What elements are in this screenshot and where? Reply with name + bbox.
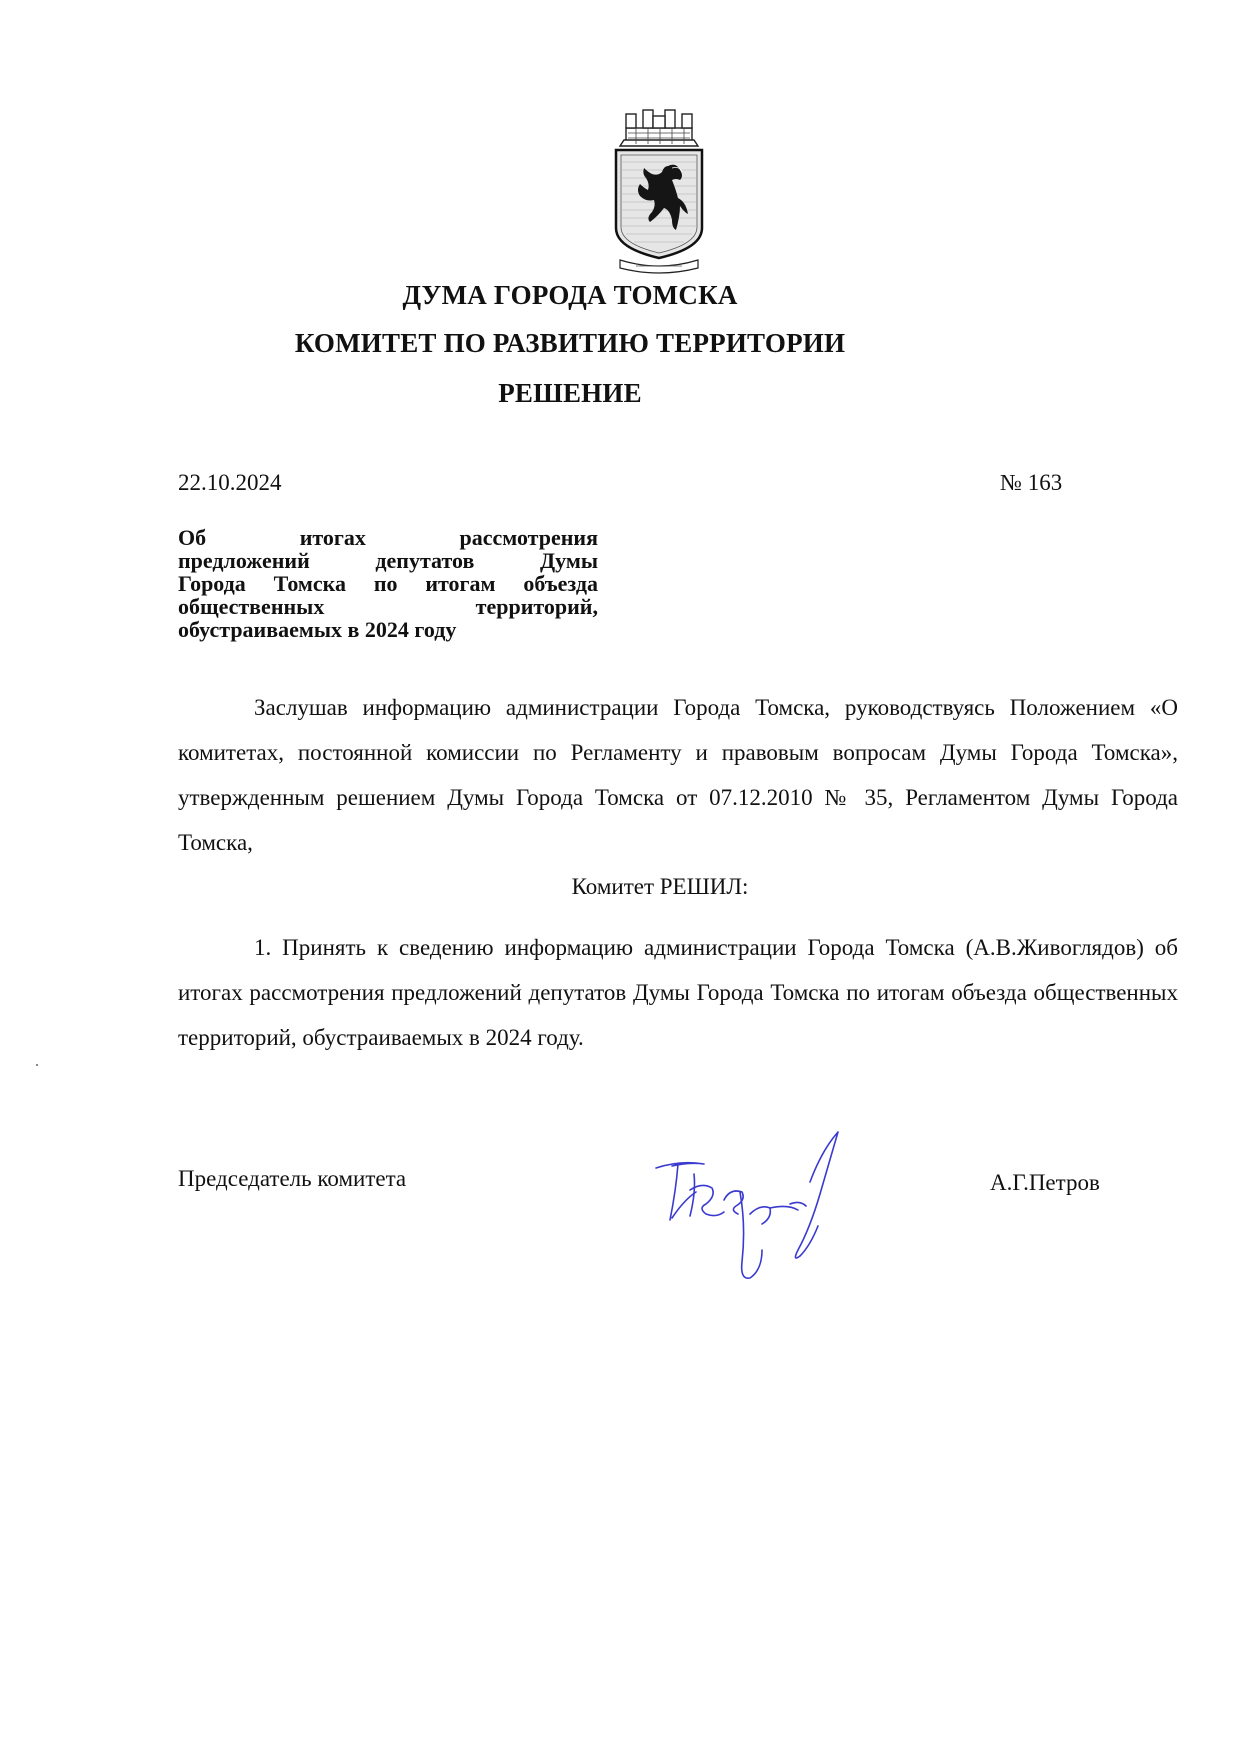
signatory-position: Председатель комитета xyxy=(178,1166,407,1191)
decision-item-1: 1. Принять к сведению информацию администрации Города Томска (А.В.Живоглядов) об итогах рассмотрения предложений депутатов Думы Города Томска по итогам объезда общественных территорий, обустраиваемых в 2024 году. xyxy=(178,935,1178,1050)
subject-line: предложений депутатов Думы xyxy=(178,548,598,573)
document-type-title: РЕШЕНИЕ xyxy=(498,378,642,408)
signatory-name: А.Г.Петров xyxy=(990,1170,1100,1195)
committee-decided-heading: Комитет РЕШИЛ: xyxy=(571,874,749,899)
committee-title: КОМИТЕТ ПО РАЗВИТИЮ ТЕРРИТОРИИ xyxy=(294,328,846,358)
decision-date: 22.10.2024 xyxy=(178,470,282,495)
handwritten-signature xyxy=(650,1130,870,1290)
tomsk-coat-of-arms-emblem xyxy=(606,106,712,276)
preamble-paragraph: Заслушав информацию администрации Города Томска, руководствуясь Положением «О комитетах, постоянной комиссии по Регламенту и правовым вопросам Думы Города Томска», утвержденным решением Думы Города Томска от 07.12.2010 № 35, Регламентом Думы Города Томска, xyxy=(178,695,1178,855)
scan-speck xyxy=(36,1064,38,1066)
decision-subject xyxy=(178,526,598,641)
subject-line: Об итогах рассмотрения xyxy=(178,525,598,550)
organization-title: ДУМА ГОРОДА ТОМСКА xyxy=(402,280,738,310)
subject-line: Города Томска по итогам объезда xyxy=(178,571,598,596)
decision-number: № 163 xyxy=(1000,470,1063,495)
subject-line: обустраиваемых в 2024 году xyxy=(178,617,457,642)
subject-line: общественных территорий, xyxy=(178,594,598,619)
